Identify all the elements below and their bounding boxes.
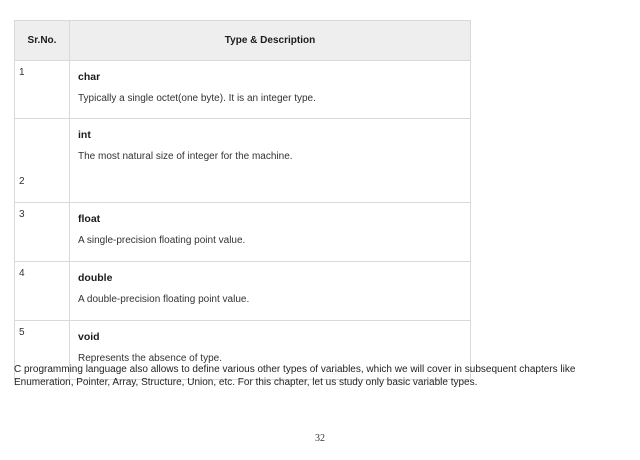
- type-name: char: [78, 71, 101, 83]
- type-description: A single-precision floating point value.: [78, 235, 246, 246]
- table-header-row: [15, 21, 471, 61]
- type-description: A double-precision floating point value.: [78, 294, 250, 305]
- body-paragraph: C programming language also allows to define various other types of variables, which we will cover in subsequent chapters like Enumeration, Pointer, Array, Structure, Union, etc. For this chapter, let us study only basic variable types.: [14, 364, 576, 388]
- type-cell: [70, 262, 471, 321]
- type-description: Typically a single octet(one byte). It is an integer type.: [78, 93, 316, 104]
- table-row: [15, 119, 471, 203]
- type-name: int: [78, 129, 91, 141]
- type-cell: [70, 119, 471, 203]
- type-description: The most natural size of integer for the machine.: [78, 151, 293, 162]
- type-cell: [70, 61, 471, 119]
- row-number: 4: [15, 262, 70, 321]
- type-name: float: [78, 213, 101, 225]
- row-number: 1: [15, 61, 70, 119]
- table-row: [15, 61, 471, 119]
- type-cell: [70, 203, 471, 262]
- data-types-table: [14, 20, 471, 380]
- row-number: 3: [15, 203, 70, 262]
- type-name: void: [78, 331, 100, 343]
- header-sr-no: Sr.No.: [15, 21, 70, 61]
- table-row: [15, 203, 471, 262]
- type-description: Represents the absence of type.: [78, 353, 222, 364]
- row-number: 2: [15, 119, 70, 203]
- type-name: double: [78, 272, 113, 284]
- header-type-description: Type & Description: [70, 21, 471, 61]
- table-row: [15, 262, 471, 321]
- row-number: 5: [15, 321, 70, 380]
- page-number: 32: [315, 433, 325, 444]
